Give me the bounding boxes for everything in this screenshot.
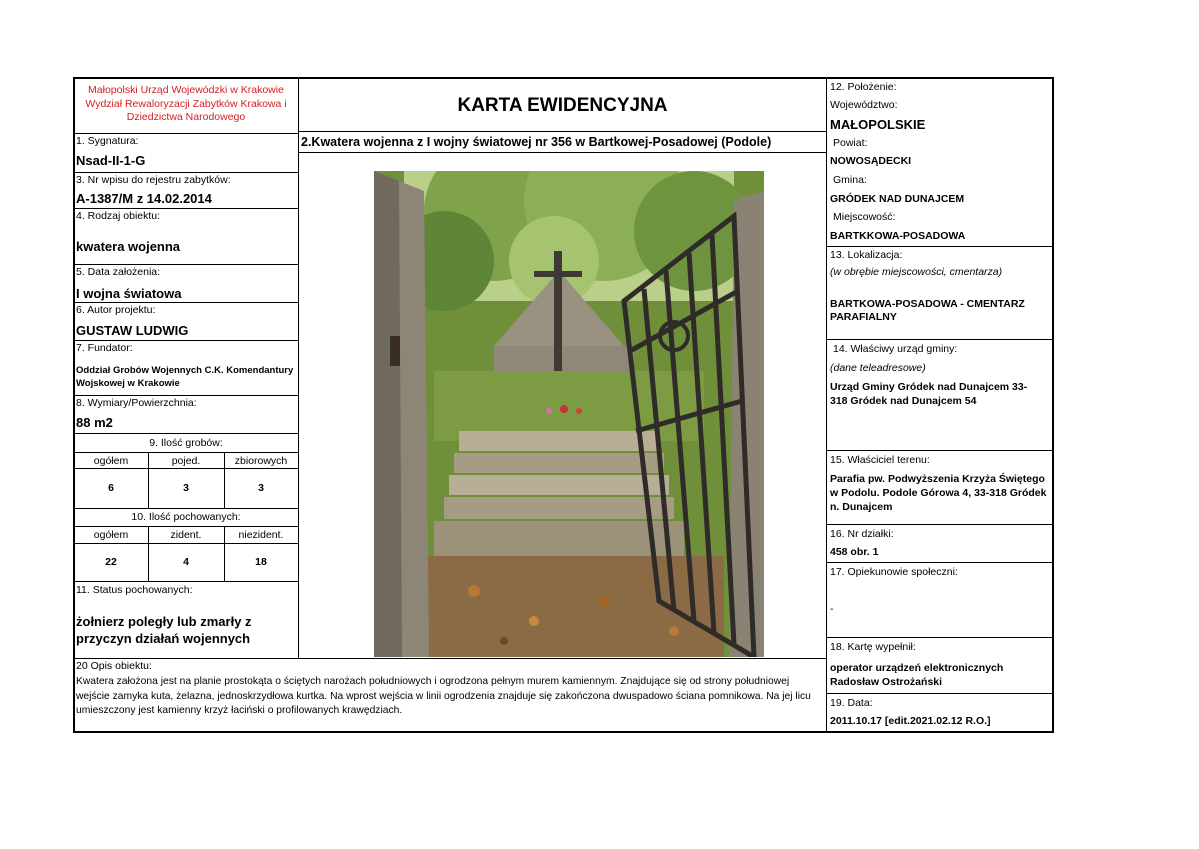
signature-label: 1. Sygnatura:	[76, 135, 139, 147]
kind-label: 4. Rodzaj obiektu:	[76, 210, 161, 222]
status-label: 11. Status pochowanych:	[76, 584, 193, 596]
plot-label: 16. Nr działki:	[830, 528, 894, 540]
graves-header-collective: zbiorowych	[234, 455, 288, 467]
size-label: 8. Wymiary/Powierzchnia:	[76, 397, 197, 409]
buried-header-unidentified: niezident.	[238, 529, 284, 541]
buried-header-identified: zident.	[170, 529, 202, 541]
founder-label: 7. Fundator:	[76, 342, 133, 354]
guardians-label: 17. Opiekunowie społeczni:	[830, 566, 958, 578]
office-value: Urząd Gminy Gródek nad Dunajcem 33-318 Gródek nad Dunajcem 54	[830, 381, 1028, 407]
voivodeship-label: Województwo:	[830, 99, 898, 111]
founded-value: I wojna światowa	[76, 286, 182, 301]
locality-label: Miejscowość:	[833, 211, 896, 223]
signature-value: Nsad-II-1-G	[76, 153, 146, 168]
office-note: (dane teleadresowe)	[830, 362, 926, 374]
object-photo	[374, 171, 764, 657]
graves-value-collective: 3	[258, 482, 264, 494]
guardians-value: -	[830, 603, 834, 615]
filled-value: operator urządzeń elektronicznych Radosław Ostrożański	[830, 662, 1004, 688]
founder-value: Oddział Grobów Wojennych C.K. Komendantury Wojskowej w Krakowie	[76, 365, 294, 389]
buried-title: 10. Ilość pochowanych:	[131, 511, 241, 523]
buried-value-unidentified: 18	[255, 556, 267, 568]
date-label: 19. Data:	[830, 697, 873, 709]
localization-note: (w obrębie miejscowości, cmentarza)	[830, 266, 1003, 278]
buried-value-identified: 4	[183, 556, 189, 568]
object-title: 2.Kwatera wojenna z I wojny światowej nr 356 w Bartkowej-Posadowej (Podole)	[301, 135, 772, 149]
office-name: Małopolski Urząd Wojewódzki w Krakowie Wydział Rewaloryzacji Zabytków Krakowa i Dziedzictwa Narodowego	[85, 84, 287, 123]
graves-title: 9. Ilość grobów:	[149, 437, 223, 449]
registry-label: 3. Nr wpisu do rejestru zabytków:	[76, 174, 231, 186]
graves-header-total: ogółem	[93, 455, 129, 467]
plot-value: 458 obr. 1	[830, 546, 879, 558]
description-text: Kwatera założona jest na planie prostokąta o ściętych narożach południowych i ogrodzona pełnym murem kamiennym. Znajdujące się od strony południowej wejście zamyka kuta, żelazna, jednoskrzydłowa kurtka. Na wprost wejścia w linii ogrodzenia znajduje się zakończona dwuspadowo ściana pomnikowa. Na jej licu umieszczony jest kamienny krzyż łaciński o profilowanych krawędziach.	[76, 676, 811, 716]
voivodeship-value: MAŁOPOLSKIE	[830, 117, 926, 132]
owner-label: 15. Właściciel terenu:	[830, 454, 930, 466]
location-label: 12. Położenie:	[830, 81, 897, 93]
localization-value: BARTKOWA-POSADOWA - CMENTARZ PARAFIALNY	[830, 298, 1025, 323]
office-label: 14. Właściwy urząd gminy:	[833, 343, 958, 355]
founded-label: 5. Data założenia:	[76, 266, 161, 278]
registry-value: A-1387/M z 14.02.2014	[76, 191, 212, 206]
buried-header-total: ogółem	[93, 529, 129, 541]
description-label: 20 Opis obiektu:	[76, 660, 152, 672]
size-value: 88 m2	[76, 415, 113, 430]
filled-label: 18. Kartę wypełnił:	[830, 641, 916, 653]
author-value: GUSTAW LUDWIG	[76, 323, 189, 338]
commune-value: GRÓDEK NAD DUNAJCEM	[830, 193, 965, 205]
date-value: 2011.10.17 [edit.2021.02.12 R.O.]	[830, 715, 991, 727]
graves-header-single: pojed.	[171, 455, 201, 467]
localization-label: 13. Lokalizacja:	[830, 249, 903, 261]
graves-value-total: 6	[108, 482, 114, 494]
locality-value: BARTKKOWA-POSADOWA	[830, 230, 966, 242]
graves-value-single: 3	[183, 482, 189, 494]
card-title: KARTA EWIDENCYJNA	[457, 95, 668, 116]
kind-value: kwatera wojenna	[76, 239, 181, 254]
status-value: żołnierz poległy lub zmarły z przyczyn działań wojennych	[76, 614, 252, 646]
owner-value: Parafia pw. Podwyższenia Krzyża Świętego w Podolu. Podole Górowa 4, 33-318 Gródek n. Dunajcem	[830, 473, 1047, 513]
author-label: 6. Autor projektu:	[76, 304, 156, 316]
commune-label: Gmina:	[833, 174, 867, 186]
county-value: NOWOSĄDECKI	[830, 155, 912, 167]
buried-value-total: 22	[105, 556, 117, 568]
county-label: Powiat:	[833, 137, 868, 149]
